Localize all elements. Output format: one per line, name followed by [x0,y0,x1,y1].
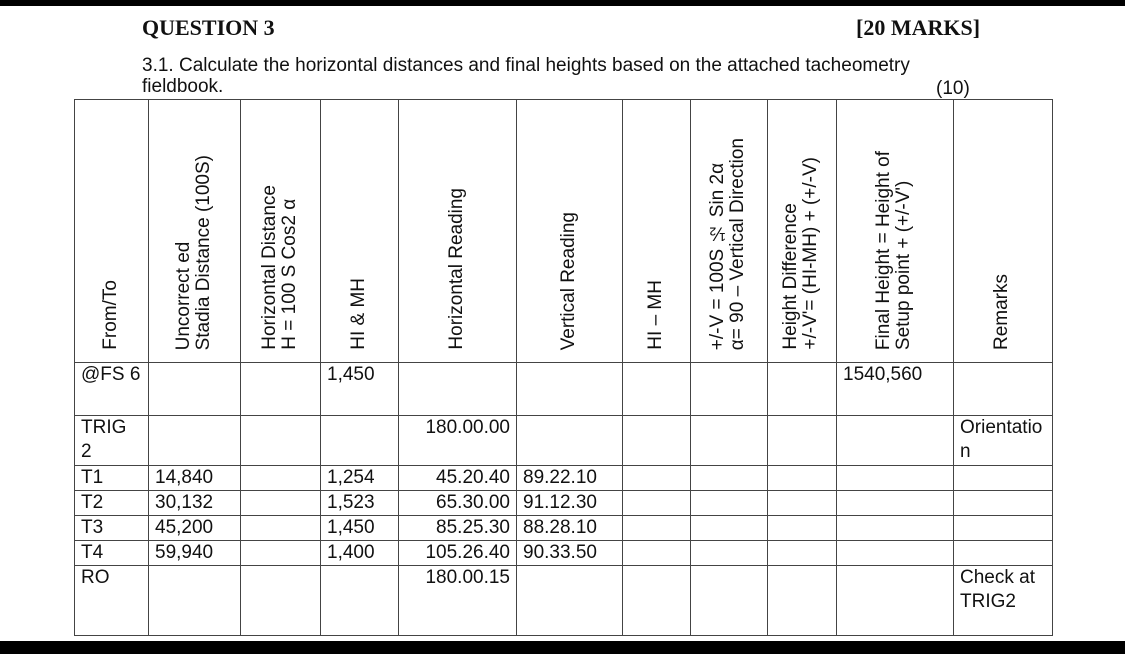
cell-height-difference [768,541,837,566]
table-row [75,491,1053,516]
cell-vertical-reading [517,566,623,636]
table-row [75,541,1053,566]
cell-final-height [837,541,954,566]
cell-hi-minus-mh [623,363,691,416]
table-row [75,363,1053,416]
question-text: 3.1. Calculate the horizontal distances and final heights based on the attached tacheometry fieldbook. [142,55,910,97]
cell-hi-mh [321,416,399,466]
cell-remarks [954,541,1053,566]
cell-remarks: Check at TRIG2 [954,566,1053,636]
cell-hi-minus-mh [623,416,691,466]
cell-from-to: T2 [75,491,149,516]
cell-hi-minus-mh [623,516,691,541]
tacheometry-fieldbook-table [74,99,1053,636]
cell-vertical-reading [517,363,623,416]
cell-horizontal-distance [241,416,321,466]
cell-final-height [837,466,954,491]
cell-hi-minus-mh [623,491,691,516]
cell-height-difference [768,363,837,416]
cell-hi-minus-mh [623,466,691,491]
cell-stadia-distance [149,416,241,466]
cell-stadia-distance [149,566,241,636]
header-stadia-distance: Uncorrect ed Stadia Distance (100S) [149,100,241,363]
cell-v [691,416,768,466]
cell-hi-mh: 1,400 [321,541,399,566]
header-hi-minus-mh: HI – MH [623,100,691,363]
cell-hi-mh: 1,523 [321,491,399,516]
cell-from-to: T1 [75,466,149,491]
table-row [75,466,1053,491]
cell-hi-minus-mh [623,541,691,566]
cell-stadia-distance: 30,132 [149,491,241,516]
cell-hi-mh [321,566,399,636]
cell-from-to: T3 [75,516,149,541]
header-v-formula: +/-V = 100S ½ Sin 2α α= 90 – Vertical Direction [691,100,768,363]
cell-height-difference [768,466,837,491]
cell-final-height [837,516,954,541]
cell-v [691,491,768,516]
header-hi-mh: HI & MH [321,100,399,363]
question-marks: [20 MARKS] [856,15,981,40]
cell-vertical-reading [517,416,623,466]
bottom-border [0,641,1125,654]
cell-height-difference [768,491,837,516]
cell-v [691,363,768,416]
cell-stadia-distance: 59,940 [149,541,241,566]
cell-from-to: @FS 6 [75,363,149,416]
cell-horizontal-distance [241,491,321,516]
cell-horizontal-reading: 85.25.30 [399,516,517,541]
cell-v [691,541,768,566]
header-height-difference: Height Difference +/-V'= (HI-MH) + (+/-V) [768,100,837,363]
cell-stadia-distance: 14,840 [149,466,241,491]
cell-horizontal-reading: 180.00.15 [399,566,517,636]
cell-horizontal-distance [241,516,321,541]
cell-horizontal-distance [241,363,321,416]
question-points: (10) [936,78,970,99]
cell-remarks [954,363,1053,416]
cell-horizontal-reading: 105.26.40 [399,541,517,566]
cell-remarks: Orientation [954,416,1053,466]
question-title: QUESTION 3 [142,15,275,40]
header-row [75,100,1053,363]
table-row [75,566,1053,636]
cell-hi-minus-mh [623,566,691,636]
cell-horizontal-reading: 180.00.00 [399,416,517,466]
cell-final-height [837,416,954,466]
cell-remarks [954,491,1053,516]
cell-hi-mh: 1,254 [321,466,399,491]
cell-v [691,516,768,541]
cell-remarks [954,516,1053,541]
cell-horizontal-distance [241,466,321,491]
cell-horizontal-reading: 45.20.40 [399,466,517,491]
table-row [75,516,1053,541]
cell-from-to: RO [75,566,149,636]
table-row [75,416,1053,466]
cell-horizontal-reading: 65.30.00 [399,491,517,516]
cell-remarks [954,466,1053,491]
cell-stadia-distance [149,363,241,416]
header-final-height: Final Height = Height of Setup point + (+/-V') [837,100,954,363]
cell-stadia-distance: 45,200 [149,516,241,541]
header-from-to: From/To [75,100,149,363]
cell-hi-mh: 1,450 [321,516,399,541]
cell-horizontal-distance [241,566,321,636]
header-horizontal-distance: Horizontal Distance H = 100 S Cos2 α [241,100,321,363]
cell-from-to: TRIG 2 [75,416,149,466]
header-vertical-reading: Vertical Reading [517,100,623,363]
header-remarks: Remarks [954,100,1053,363]
cell-vertical-reading: 90.33.50 [517,541,623,566]
cell-v [691,466,768,491]
cell-final-height [837,566,954,636]
cell-from-to: T4 [75,541,149,566]
top-border [0,0,1125,6]
cell-horizontal-distance [241,541,321,566]
cell-height-difference [768,416,837,466]
cell-vertical-reading: 89.22.10 [517,466,623,491]
cell-horizontal-reading [399,363,517,416]
header-horizontal-reading: Horizontal Reading [399,100,517,363]
cell-hi-mh: 1,450 [321,363,399,416]
cell-height-difference [768,516,837,541]
cell-final-height: 1540,560 [837,363,954,416]
cell-vertical-reading: 88.28.10 [517,516,623,541]
cell-vertical-reading: 91.12.30 [517,491,623,516]
cell-final-height [837,491,954,516]
cell-v [691,566,768,636]
cell-height-difference [768,566,837,636]
